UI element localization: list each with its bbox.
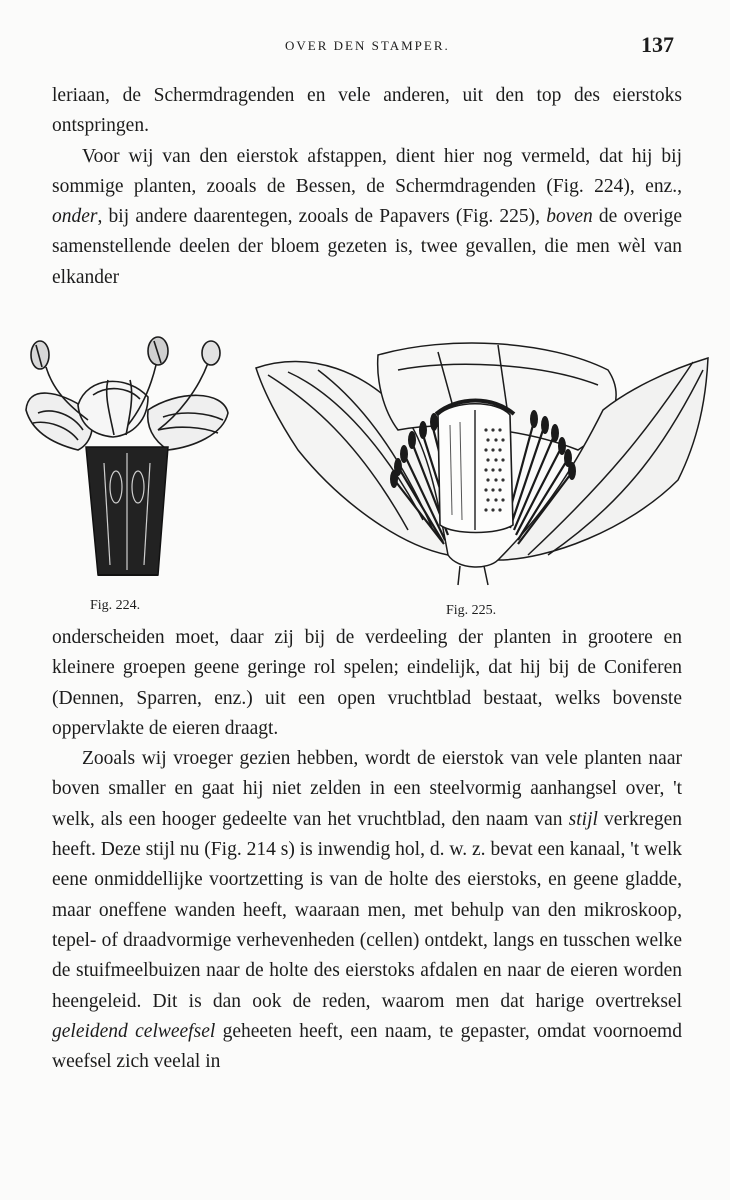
figure-225-caption: Fig. 225. [446, 603, 497, 618]
text-run: Zooals wij vroeger gezien hebben, wordt de eierstok van vele planten naar boven smaller en gaat hij niet zelden in een steelvormig aanhangsel over, 't welk, als een hooger gedeelte van het vruchtblad, den naam van [52, 748, 682, 830]
text-run: de overige samenstellende deelen der bloem gezeten is, twee gevallen, die men wèl van elkander [52, 206, 682, 288]
emphasis-boven: boven [546, 206, 593, 228]
text-run: verkregen heeft. Deze stijl nu (Fig. 214 s) is inwendig hol, d. w. z. bevat een kanaal, 't welk eene onmiddellijke voortzetting is van de holte des eierstoks, en geene gladde, maar oneffene wanden heeft, waaraan men, met behulp van den mikroskoop, tepel- of draadvormige verhevenheden (cellen) ontdekt, langs en tusschen welke de stuifmeelbuizen naar de holte des eierstoks afdalen en naar de eieren worden heengeleid. Dit is dan ook de reden, waarom men dat harige overtreksel [52, 808, 683, 1012]
paragraph-continued: leriaan, de Schermdragenden en vele anderen, uit den top des eierstoks ontspringen. [52, 85, 682, 137]
running-title: OVER DEN STAMPER. [285, 38, 450, 53]
emphasis-onder: onder [52, 206, 98, 228]
figure-224-caption: Fig. 224. [90, 598, 141, 613]
text-run: , bij andere daarentegen, zooals de Papavers (Fig. 225), [97, 206, 547, 228]
running-head [0, 32, 730, 60]
paragraph-ovary-position [52, 142, 682, 293]
paragraph-continued: onderscheiden moet, daar zij bij de verdeeling der planten in grootere en kleinere groepen geene geringe rol spelen; eindelijk, dat hij bij de Coniferen (Dennen, Sparren, enz.) uit een open vruchtblad bestaat, welks bovenste oppervlakte de eieren draagt. [52, 627, 682, 739]
emphasis-geleidend-celweefsel: geleidend celweefsel [52, 1020, 216, 1042]
emphasis-stijl: stijl [568, 808, 598, 830]
paragraph-style [52, 744, 682, 1077]
text-run: Voor wij van den eierstok afstappen, dient hier nog vermeld, dat hij bij sommige planten, zooals de Bessen, de Schermdragenden (Fig. 224), enz., [52, 145, 682, 197]
figure-224-illustration [18, 335, 238, 595]
text-run: geheeten heeft, een naam, te gepaster, omdat voornoemd weefsel zich veelal in [52, 1020, 682, 1073]
text-block-bottom [52, 623, 682, 1077]
text-block-top [52, 81, 682, 293]
figure-225-illustration [248, 330, 718, 605]
page-number: 137 [641, 32, 674, 57]
